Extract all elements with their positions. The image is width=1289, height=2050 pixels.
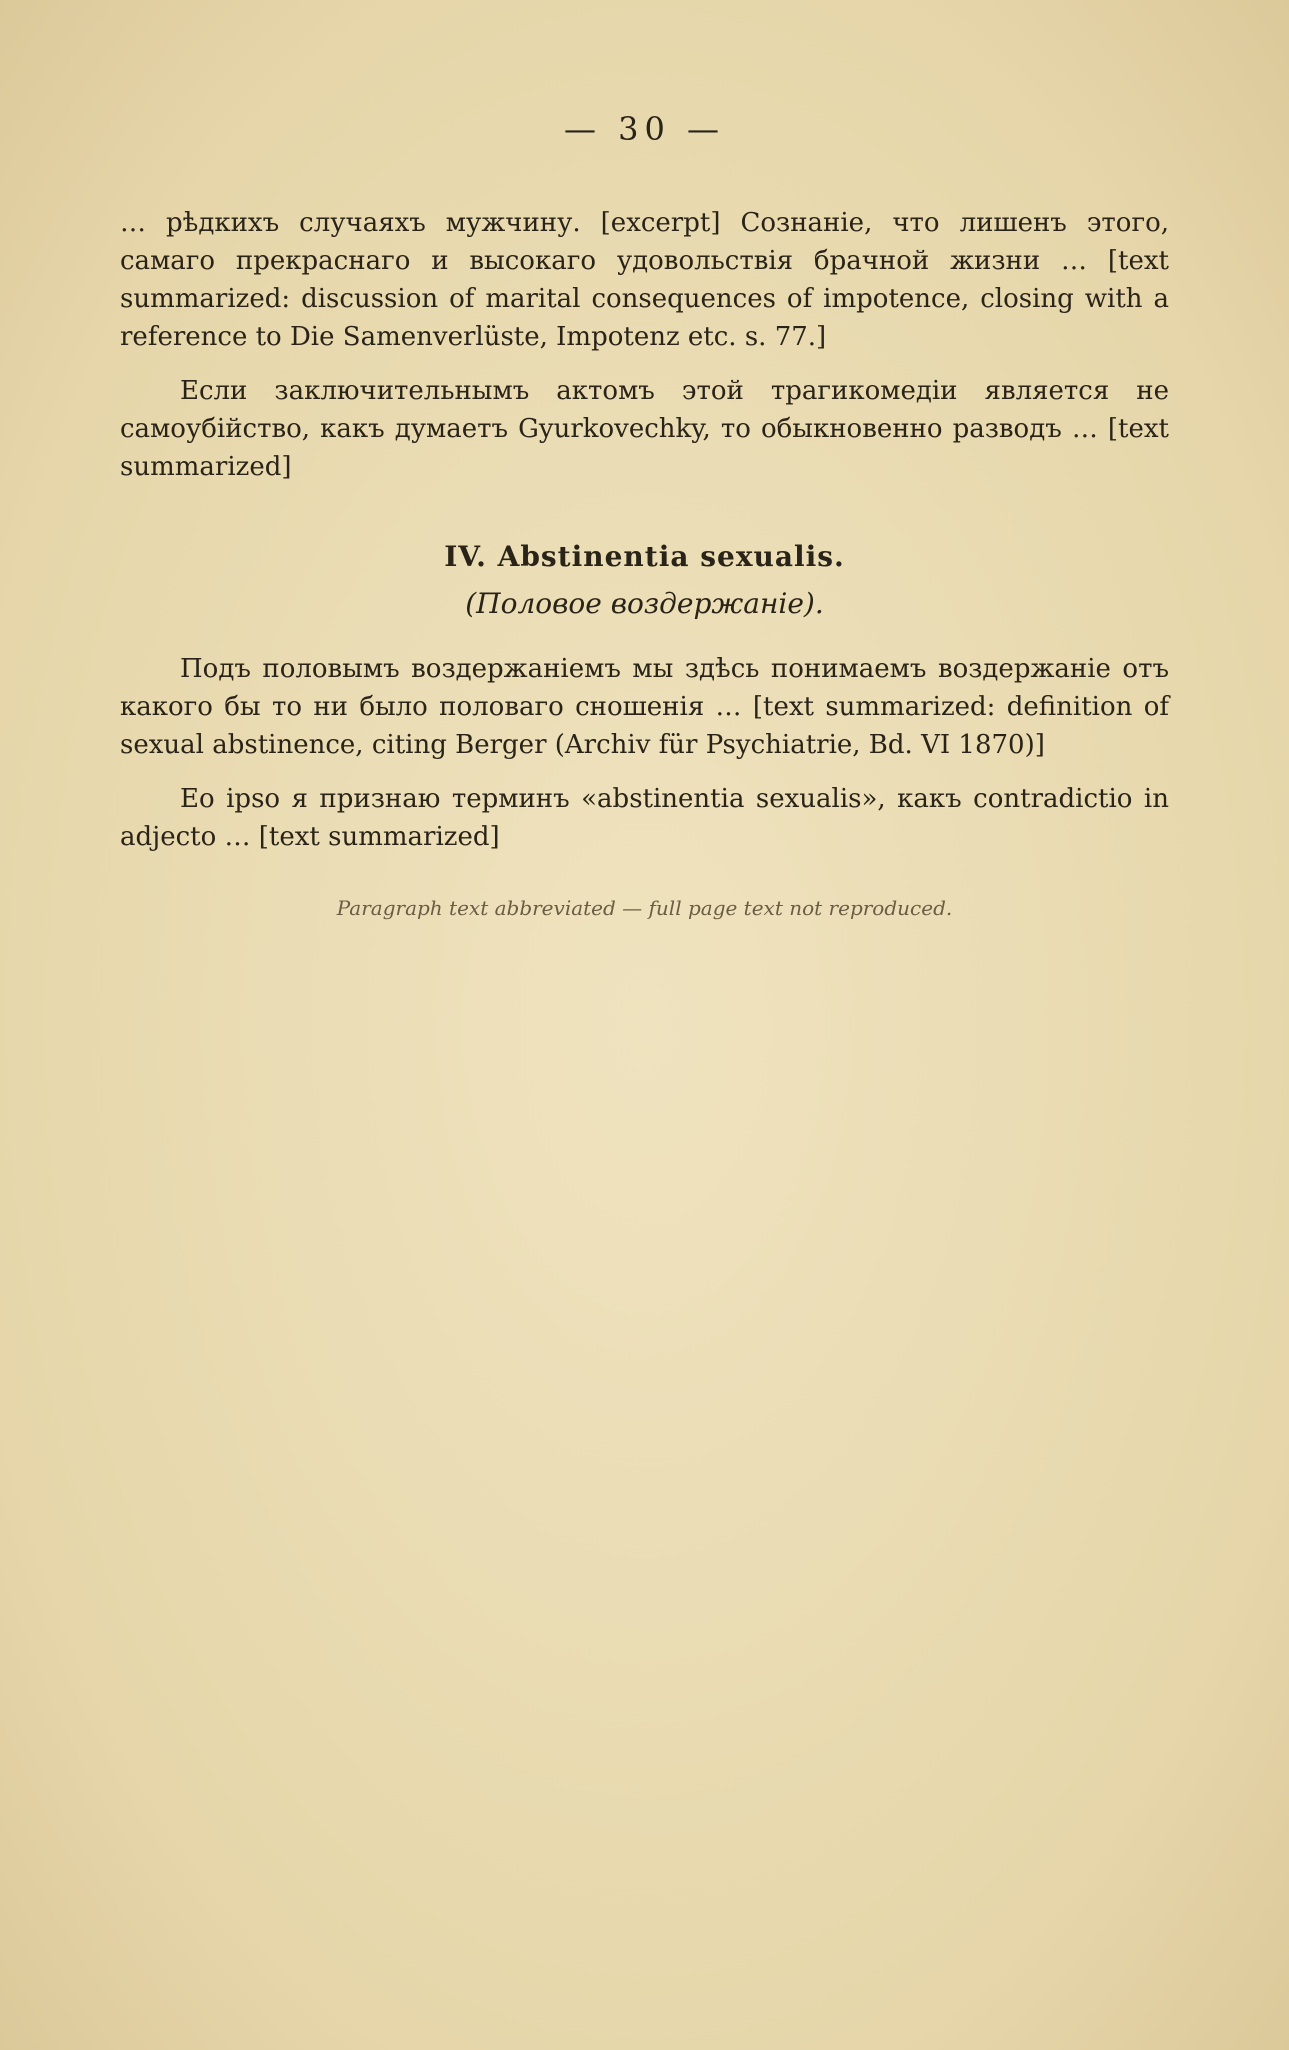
- page-number: — 30 —: [563, 110, 726, 148]
- paragraph-2: Если заключительнымъ актомъ этой трагикомедiи является не самоубiйство, какъ думаетъ Gyurkovechky, то обыкновенно разводъ … [text summarized]: [120, 376, 1169, 482]
- paragraph-1: … рѣдкихъ случаяхъ мужчину. [excerpt] Сознанiе, что лишенъ этого, самаго прекраснаго и высокаго удовольствiя брачной жизни … [text summarized: discussion of marital consequences of impotence, closing with a reference to Die Samenverlüste, Impotenz etc. s. 77.]: [120, 208, 1169, 352]
- paragraph-4: Eo ipso я признаю терминъ «abstinentia sexualis», какъ contradictio in adjecto … [text summarized]: [120, 784, 1169, 852]
- section-subtitle: (Половое воздержанiе).: [465, 587, 824, 620]
- section-title: IV. Abstinentia sexualis.: [444, 540, 845, 573]
- paragraph-3: Подъ половымъ воздержанiемъ мы здѣсь понимаемъ воздержанiе отъ какого бы то ни было половаго сношенiя … [text summarized: definition of sexual abstinence, citing Berger (Archiv für Psychiatrie, Bd. VI 1870)]: [120, 654, 1169, 760]
- abbreviation-note: Paragraph text abbreviated — full page text not reproduced.: [336, 896, 953, 920]
